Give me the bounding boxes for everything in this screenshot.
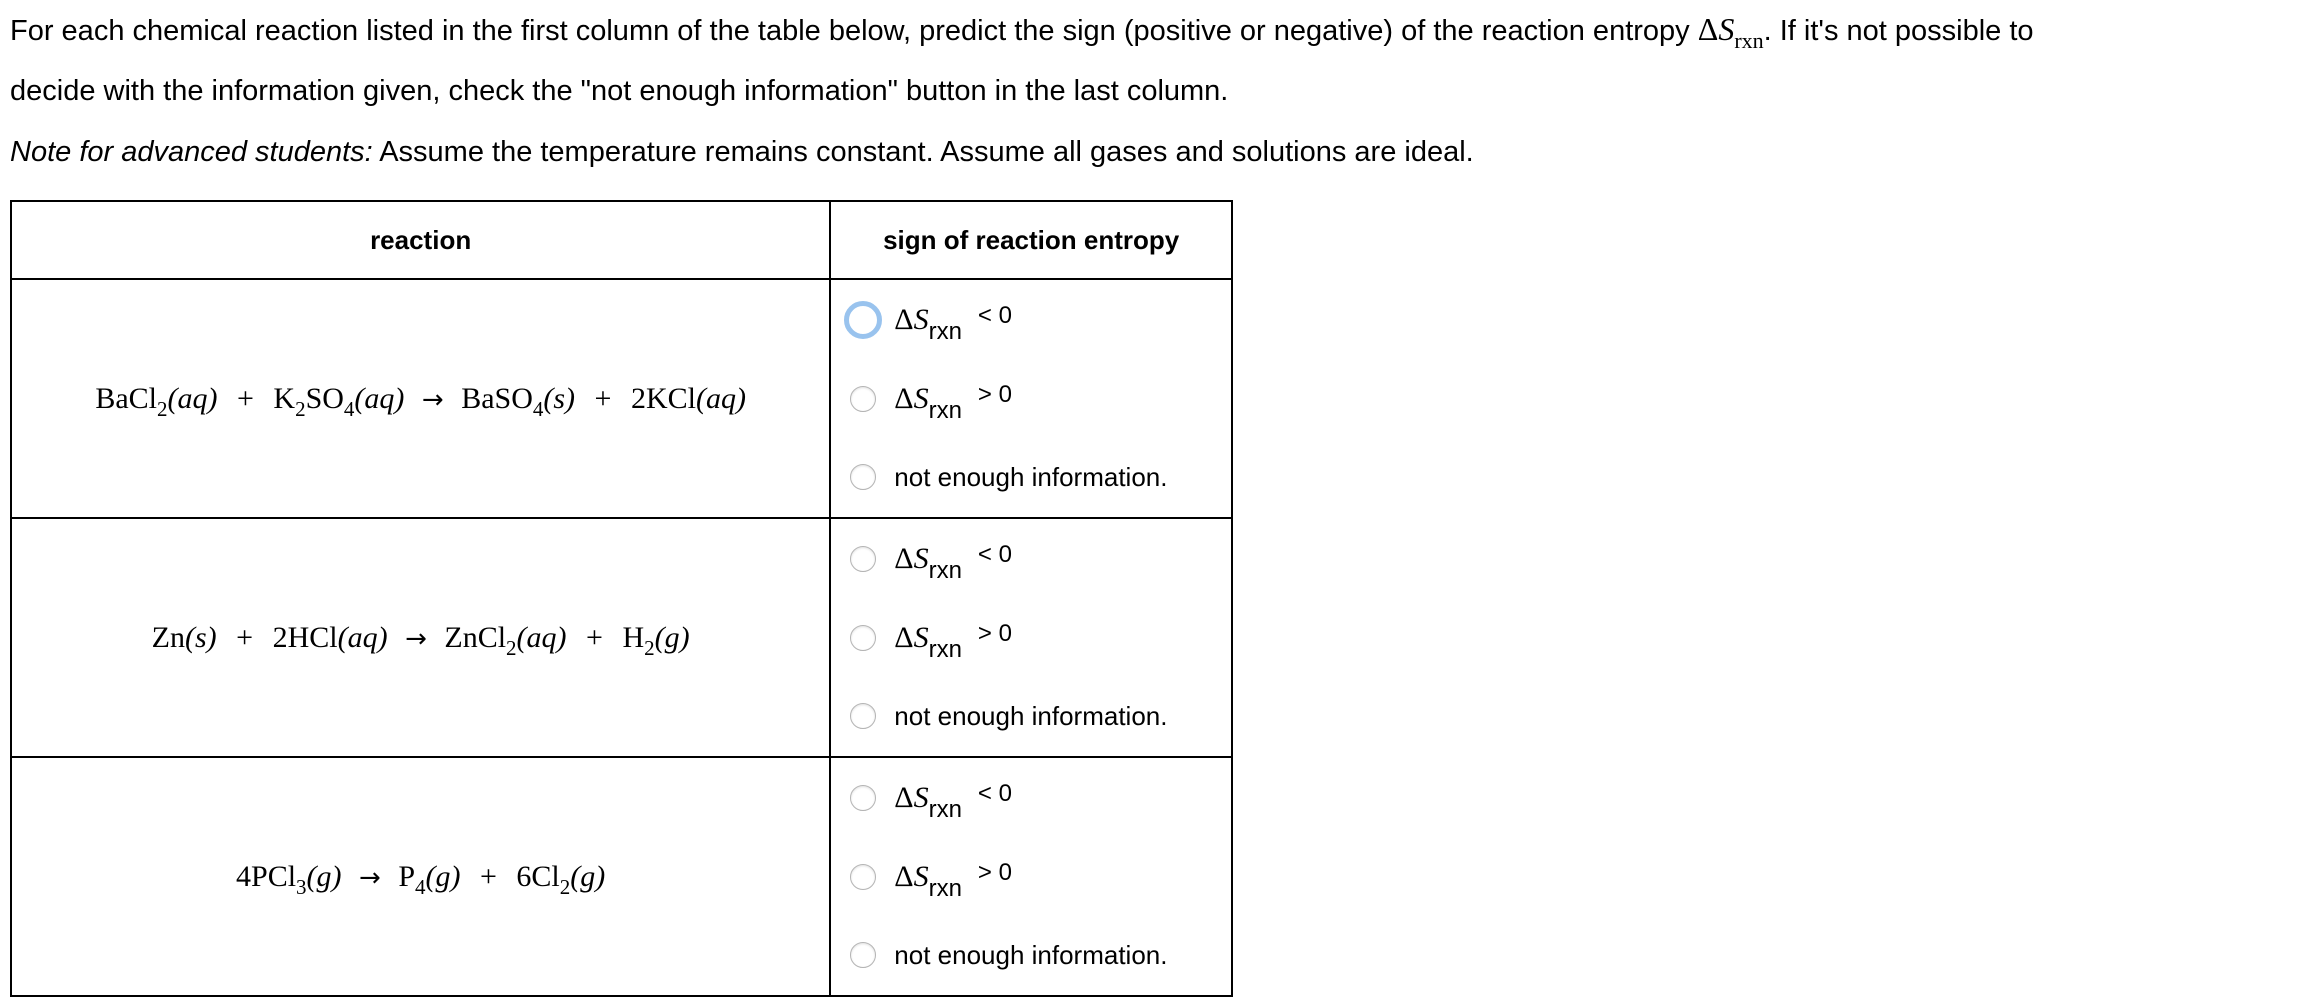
- sign-options: $\Delta S_{rxn}< 0$ $\Delta S_{rxn}> 0$ not enough information.: [830, 518, 1232, 757]
- note-label: Note for advanced students:: [10, 136, 373, 168]
- table-row: [11, 757, 1232, 996]
- radio-button[interactable]: [850, 546, 876, 572]
- reaction-arrow: →: [405, 623, 427, 654]
- radio-button[interactable]: [850, 942, 876, 968]
- radio-button[interactable]: [850, 464, 876, 490]
- reaction-equation: $4PCl_3(g) \to P_4(g) + 6Cl_2(g)$: [11, 757, 830, 996]
- radio-button[interactable]: [844, 301, 882, 339]
- radio-button[interactable]: [850, 625, 876, 651]
- table-row: [11, 518, 1232, 757]
- reaction-arrow: →: [421, 384, 444, 415]
- header-reaction: reaction: [11, 201, 830, 279]
- radio-button[interactable]: [850, 785, 876, 811]
- instruction-line-2: decide with the information given, check the "not enough information" button in the last column.: [10, 75, 1229, 107]
- reaction-arrow: →: [359, 862, 381, 893]
- sign-options: $\Delta S_{rxn}< 0$ $\Delta S_{rxn}> 0$ not enough information.: [830, 279, 1232, 518]
- reaction-table: [10, 200, 1233, 997]
- table-row: [11, 279, 1232, 518]
- question-text: [10, 4, 2295, 178]
- sign-options: $\Delta S_{rxn}< 0$ $\Delta S_{rxn}> 0$ not enough information.: [830, 757, 1232, 996]
- advanced-note: Note for advanced students: Assume the temperature remains constant. Assume all gases and solutions are ideal.: [10, 136, 1474, 168]
- radio-button[interactable]: [850, 703, 876, 729]
- radio-button[interactable]: [850, 864, 876, 890]
- radio-button[interactable]: [850, 386, 876, 412]
- header-sign: sign of reaction entropy: [830, 201, 1232, 279]
- reaction-equation: Zn(s) + 2HCl(aq) → ZnCl$_2$(aq) + $H_2(g)$: [11, 518, 830, 757]
- instruction-line-1: For each chemical reaction listed in the first column of the table below, predict the sign (positive or negative) of the reaction entropy $\Delta S_{rxn}$. If it's not possible to: [10, 11, 2034, 53]
- reaction-equation: BaCl$_2$(aq) + $K_2SO_4(aq)$ → BaSO$_4$(s) + 2KCl(aq): [11, 279, 830, 518]
